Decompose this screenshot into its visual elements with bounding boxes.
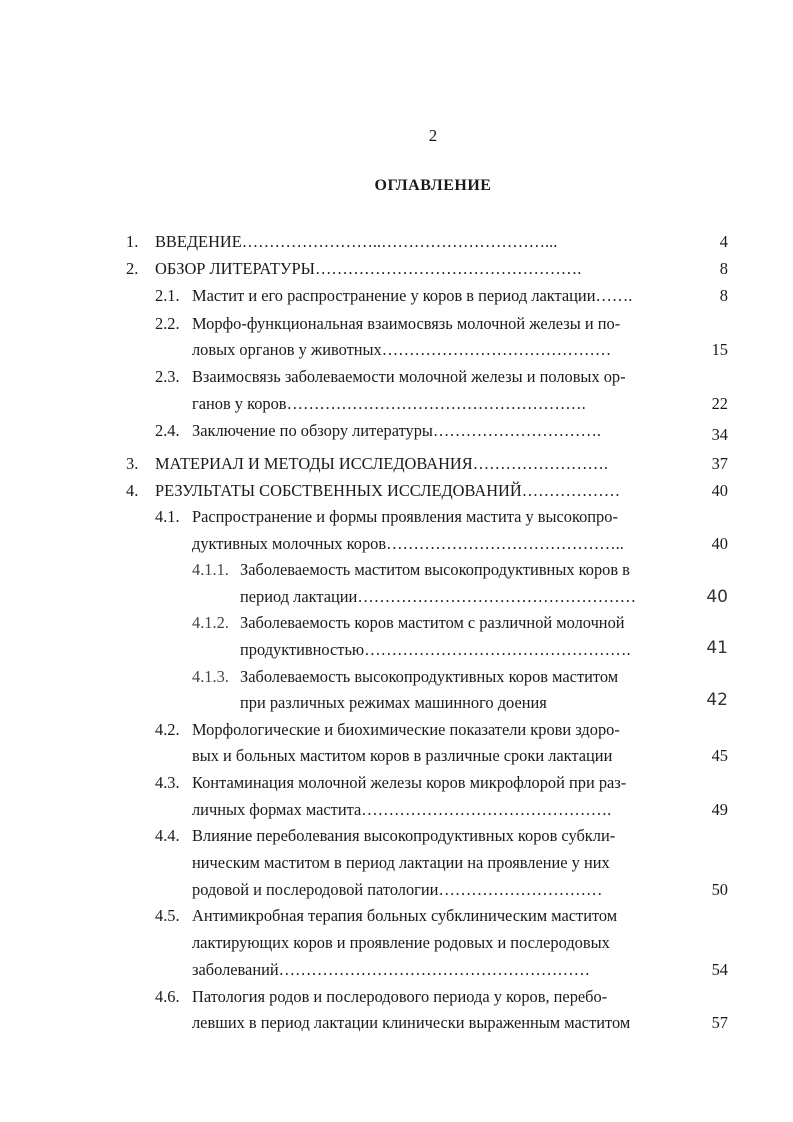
page-number: 2 [428,126,438,145]
entry-text: ВВЕДЕНИЕ [155,232,242,251]
entry-text: родовой и послеродовой патологии [192,880,439,899]
toc-entry-2-2-line1[interactable]: Морфо-функциональная взаимосвязь молочной железы и по- [192,314,621,333]
entry-number: 3. [126,454,139,473]
entry-number: 4.1.1. [192,560,229,579]
toc-entry-4-6-line2[interactable]: левших в период лактации клинически выраженным маститом [192,1013,631,1032]
entry-number: 4.5. [155,906,180,925]
entry-text: дуктивных молочных коров [192,534,387,553]
entry-text: личных формах мастита [192,800,362,819]
entry-number: 1. [126,232,139,251]
toc-entry-4-1-2-line2[interactable] [240,640,631,660]
page-ref-handwritten: 42 [706,690,728,710]
dot-leader: …………………………………….. [386,534,624,553]
page-ref: 8 [719,286,728,305]
toc-entry-4-3-line1[interactable]: Контаминация молочной железы коров микрофлорой при раз- [192,773,627,792]
toc-entry-4-1-3-line1[interactable]: Заболеваемость высокопродуктивных коров маститом [240,667,619,686]
page-ref: 37 [711,454,728,473]
toc-entry-4-4-line3[interactable] [192,880,602,900]
toc-entry-2-3-line1[interactable]: Взаимосвязь заболеваемости молочной железы и половых ор- [192,367,626,386]
toc-entry-4-1-line2[interactable] [192,534,624,554]
dot-leader: …………………………………………. [364,640,631,659]
entry-text: РЕЗУЛЬТАТЫ СОБСТВЕННЫХ ИССЛЕДОВАНИЙ [155,481,522,500]
entry-text: ганов у коров [192,394,287,413]
dot-leader: ………………………………………. [361,800,612,819]
toc-entry-literature-review[interactable] [155,259,581,279]
dot-leader: …………………………………… [381,340,612,359]
toc-entry-4-5-line1[interactable]: Антимикробная терапия больных субклиническим маститом [192,906,618,925]
toc-entry-4-1-line1[interactable]: Распространение и формы проявления мастита у высокопро- [192,507,618,526]
page-ref: 40 [711,481,728,500]
page-ref: 4 [719,232,728,251]
entry-number: 4.1.2. [192,613,229,632]
dot-leader: ……………… [521,481,621,500]
toc-entry-4-5-line3[interactable] [192,960,590,980]
toc-entry-2-2-line2[interactable] [192,340,611,360]
entry-number: 2.4. [155,421,180,440]
toc-entry-4-5-line2[interactable]: лактирующих коров и проявление родовых и послеродовых [192,933,610,952]
toc-entry-4-2-line1[interactable]: Морфологические и биохимические показатели крови здоро- [192,720,620,739]
entry-text: Заключение по обзору литературы [192,421,433,440]
entry-text: ловых органов у животных [192,340,382,359]
entry-text: заболеваний [192,960,279,979]
dot-leader: ……………………..…………………………... [241,232,558,251]
page-ref: 54 [711,960,728,979]
toc-title: ОГЛАВЛЕНИЕ [374,177,492,194]
entry-number: 2.2. [155,314,180,333]
toc-entry-introduction[interactable] [155,232,557,252]
dot-leader: ………………………… [438,880,603,899]
toc-entry-materials-methods[interactable] [155,454,608,474]
page-ref: 45 [711,746,728,765]
page-ref: 40 [711,534,728,553]
entry-number: 4.1.3. [192,667,229,686]
entry-text: продуктивностью [240,640,365,659]
entry-number: 4.4. [155,826,180,845]
entry-text: Мастит и его распространение у коров в период лактации [192,286,596,305]
toc-entry-2-1[interactable] [192,286,632,306]
toc-entry-4-1-1-line1[interactable]: Заболеваемость маститом высокопродуктивных коров в [240,560,630,579]
toc-entry-4-6-line1[interactable]: Патология родов и послеродового периода у коров, перебо- [192,987,608,1006]
entry-text: ОБЗОР ЛИТЕРАТУРЫ [155,259,315,278]
page-ref-handwritten: 41 [706,638,728,658]
entry-number: 2. [126,259,139,278]
entry-number: 4.1. [155,507,180,526]
toc-entry-results[interactable] [155,481,620,501]
toc-entry-2-3-line2[interactable] [192,394,586,414]
page-ref: 22 [711,394,728,413]
page-ref: 50 [711,880,728,899]
toc-entry-4-4-line2[interactable]: ническим маститом в период лактации на проявление у них [192,853,610,872]
dot-leader: …………………………………………… [357,587,636,606]
entry-number: 2.3. [155,367,180,386]
page-ref: 49 [711,800,728,819]
dot-leader: ………………………………………………. [286,394,586,413]
entry-text: период лактации [240,587,358,606]
toc-entry-4-1-1-line2[interactable] [240,587,636,607]
dot-leader: ……. [595,286,633,305]
dot-leader: …………………………. [432,421,601,440]
toc-entry-4-1-2-line1[interactable]: Заболеваемость коров маститом с различной молочной [240,613,625,632]
page-ref: 57 [711,1013,728,1032]
toc-entry-4-2-line2[interactable]: вых и больных маститом коров в различные сроки лактации [192,746,613,765]
toc-entry-4-4-line1[interactable]: Влияние переболевания высокопродуктивных коров субкли- [192,826,616,845]
dot-leader: ………………………………………………… [278,960,591,979]
dot-leader: …………………………………………. [314,259,582,278]
toc-entry-2-4[interactable] [192,421,601,441]
page-ref: 8 [719,259,728,278]
page-ref-handwritten: 40 [706,587,728,607]
page-ref: 15 [711,340,728,359]
entry-number: 4.3. [155,773,180,792]
entry-number: 2.1. [155,286,180,305]
entry-number: 4.2. [155,720,180,739]
toc-entry-4-1-3-line2[interactable]: при различных режимах машинного доения [240,693,547,712]
entry-text: МАТЕРИАЛ И МЕТОДЫ ИССЛЕДОВАНИЯ [155,454,473,473]
toc-entry-4-3-line2[interactable] [192,800,611,820]
entry-number: 4. [126,481,139,500]
page-ref: 34 [711,425,728,444]
entry-number: 4.6. [155,987,180,1006]
dot-leader: ……………………. [472,454,608,473]
